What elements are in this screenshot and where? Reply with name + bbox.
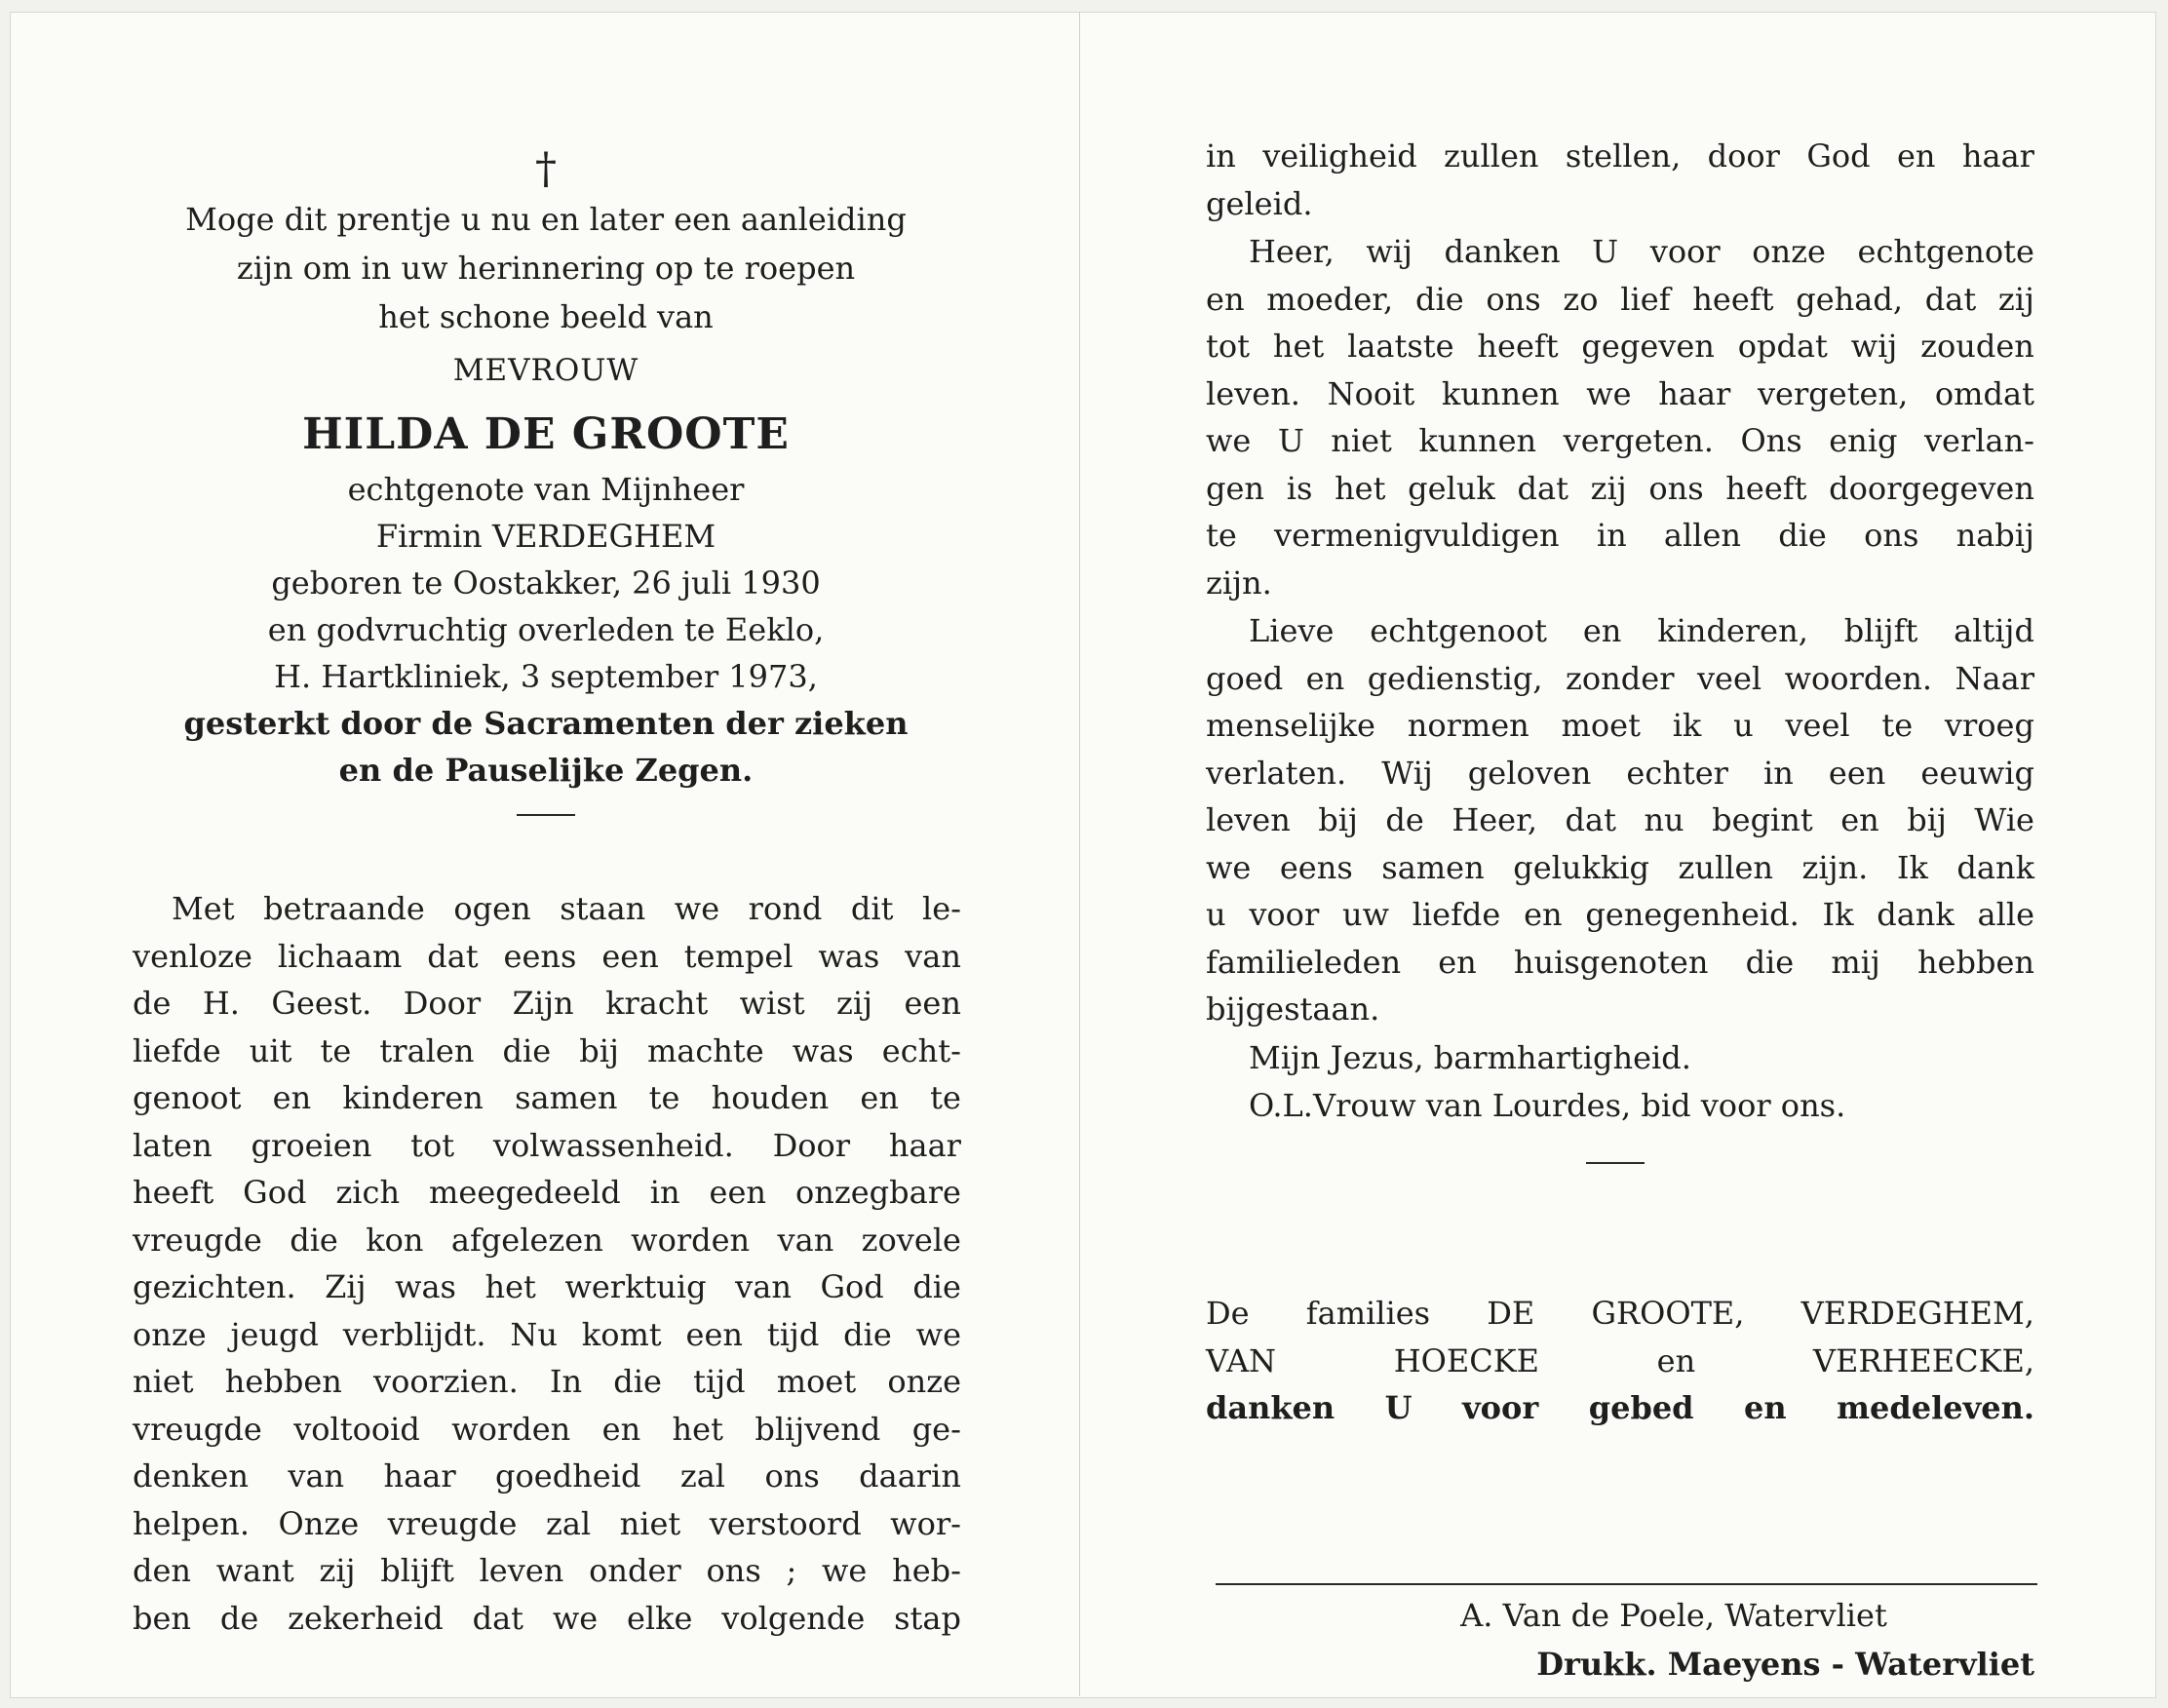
body-line: gezichten. Zij was het werktuig van God die [133,1268,961,1305]
families-line: VAN HOECKE en VERHEECKE, [1206,1341,2034,1379]
body-line: liefde uit te tralen die bij machte was echt- [133,1031,961,1069]
body-line: en moeder, die ons zo lief heeft gehad, dat zij [1206,280,2034,318]
divider [1586,1162,1645,1164]
intro-line: Moge dit prentje u nu en later een aanleiding [185,201,907,238]
body-line: we U niet kunnen vergeten. Ons enig verlan- [1206,422,2034,459]
body-line: familieleden en huisgenoten die mij hebben [1206,943,2034,981]
thanks-line: danken U voor gebed en medeleven. [1206,1389,2034,1426]
body-line: venloze lichaam dat eens een tempel was van [133,937,961,975]
prayer-line: Mijn Jezus, barmhartigheid. [1249,1039,1691,1076]
intro-line: het schone beeld van [378,298,714,335]
body-line: leven. Nooit kunnen we haar vergeten, omdat [1206,374,2034,412]
body-line: Met betraande ogen staan we rond dit le- [172,890,961,927]
detail-line: en godvruchtig overleden te Eeklo, [267,611,825,648]
body-line: u voor uw liefde en genegenheid. Ik dank alle [1206,896,2034,933]
body-line: tot het laatste heeft gegeven opdat wij zouden [1206,328,2034,365]
body-line: heeft God zich meegedeeld in een onzegbare [133,1174,961,1211]
detail-line-bold: gesterkt door de Sacramenten der zieken [183,705,909,742]
body-line: zijn. [1206,563,1272,602]
body-line: bijgestaan. [1206,990,1380,1028]
body-line: vreugde die kon afgelezen worden van zovele [133,1221,961,1259]
body-line: denken van haar goedheid zal ons daarin [133,1457,961,1494]
body-line: gen is het geluk dat zij ons heeft doorgegeven [1206,469,2034,507]
deceased-name: HILDA DE GROOTE [302,409,790,459]
body-line: verlaten. Wij geloven echter in een eeuwig [1206,754,2034,792]
detail-line: echtgenote van Mijnheer [347,471,745,508]
families-thanks [1206,1290,2034,1432]
families-line: De families DE GROOTE, VERDEGHEM, [1206,1295,2034,1332]
body-line: in veiligheid zullen stellen, door God en haar [1206,137,2034,175]
body-line: laten groeien tot volwassenheid. Door haar [133,1126,961,1164]
deceased-details [127,466,965,794]
body-line: ben de zekerheid dat we elke volgende stap [133,1599,961,1637]
body-line: we eens samen gelukkig zullen zijn. Ik dank [1206,848,2034,886]
intro-text [127,195,965,341]
right-paragraph-1 [1206,133,2034,227]
body-line: Lieve echtgenoot en kinderen, blijft altijd [1249,612,2034,649]
body-line: geleid. [1206,184,1313,222]
honorific: MEVROUW [452,353,639,388]
detail-line: H. Hartkliniek, 3 september 1973, [274,658,818,695]
body-line: vreugde voltooid worden en het blijvend ge- [133,1410,961,1448]
body-line: leven bij de Heer, dat nu begint en bij Wie [1206,801,2034,838]
right-paragraph-3 [1206,607,2034,1033]
body-line: genoot en kinderen samen te houden en te [133,1079,961,1116]
body-line: niet hebben voorzien. In die tijd moet onze [133,1363,961,1400]
body-line: onze jeugd verblijdt. Nu komt een tijd die we [133,1315,961,1353]
detail-line-bold: en de Pauselijke Zegen. [338,752,754,789]
body-line: den want zij blijft leven onder ons ; we heb- [133,1552,961,1589]
right-paragraph-2 [1206,228,2034,606]
body-line: de H. Geest. Door Zijn kracht wist zij een [133,985,961,1022]
detail-line: geboren te Oostakker, 26 juli 1930 [271,564,821,602]
body-line: helpen. Onze vreugde zal niet verstoord wor- [133,1504,961,1542]
body-line: menselijke normen moet ik u veel te vroeg [1206,707,2034,744]
printer-line: A. Van de Poele, Watervliet [1460,1597,1887,1634]
fold-line [1079,12,1080,1696]
printer-line: Drukk. Maeyens - Watervliet [1536,1646,2034,1683]
printer-divider [1216,1583,2037,1585]
cross-icon: † [535,144,557,194]
left-body-paragraph [133,885,961,1642]
detail-line: Firmin VERDEGHEM [375,518,716,555]
body-line: goed en gedienstig, zonder veel woorden. Naar [1206,659,2034,697]
printer-credits [1206,1591,2034,1689]
body-line: te vermenigvuldigen in allen die ons nabij [1206,517,2034,554]
divider [517,814,575,816]
prayer-line: O.L.Vrouw van Lourdes, bid voor ons. [1249,1086,1846,1124]
body-line: Heer, wij danken U voor onze echtgenote [1249,233,2034,270]
intro-line: zijn om in uw herinnering op te roepen [236,250,856,287]
prayers [1249,1034,2034,1129]
